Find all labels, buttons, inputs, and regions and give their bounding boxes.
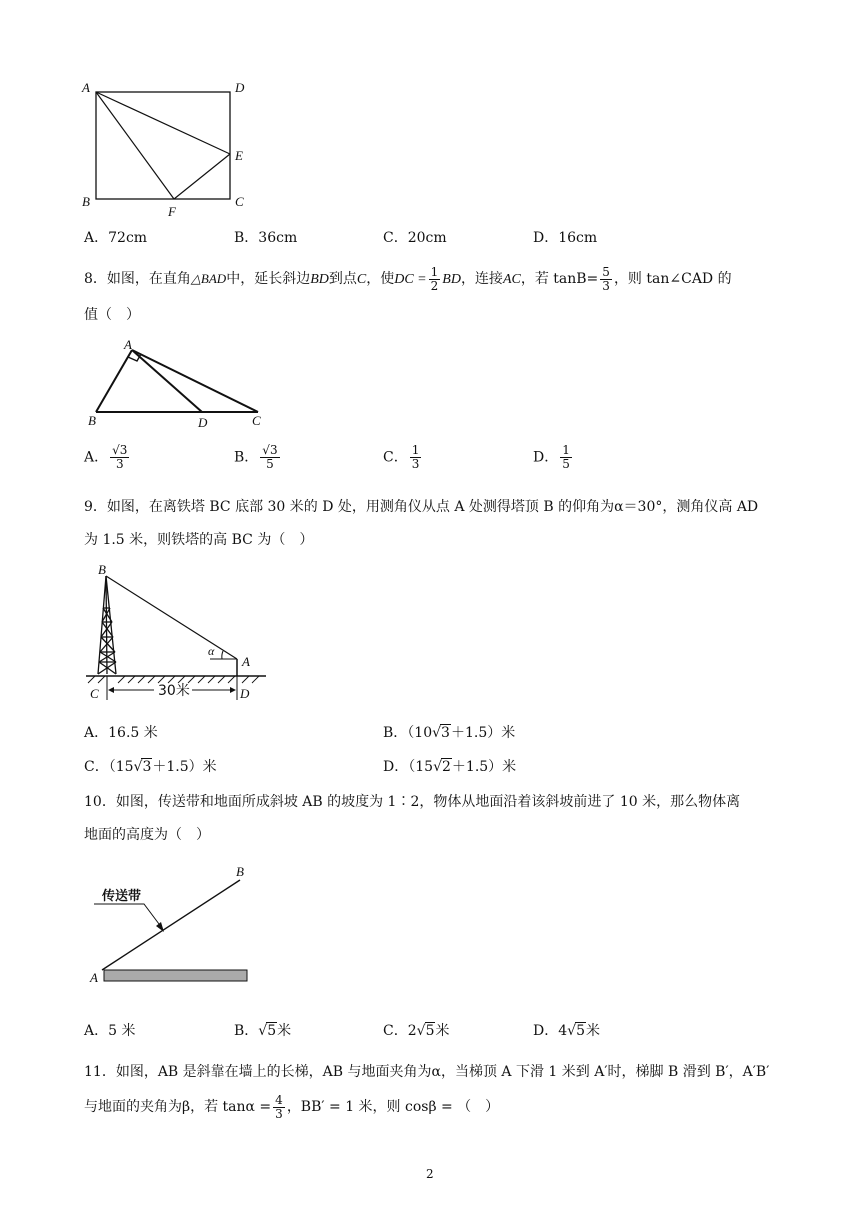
q7-label-c: C [235, 194, 244, 209]
q9-label-d: D [240, 686, 250, 701]
q8-label-d: D [198, 415, 208, 430]
q7-label-d: D [235, 80, 245, 95]
q7-option-a[interactable]: A．72cm [84, 230, 148, 246]
q10-option-c[interactable]: C．2√5米 [383, 1023, 450, 1039]
q7-label-f: F [168, 204, 176, 219]
q10-stem-line2: 地面的高度为（ ） [84, 827, 210, 843]
q11-stem-line1: 11．如图，AB 是斜靠在墙上的长梯，AB 与地面夹角为α，当梯顶 A 下滑 1 米到 A′时，梯脚 B 滑到 B′，A′B′ [84, 1064, 770, 1080]
q9-label-dist: 30米 [158, 683, 190, 699]
q8-option-b[interactable]: B． $\frac{√3}{5}$ [234, 443, 278, 471]
q9-label-alpha: α [208, 644, 215, 658]
q8-option-c[interactable]: C． $\frac{1}{3}$ [383, 443, 420, 471]
q10-option-d[interactable]: D．4√5米 [533, 1023, 600, 1039]
q8-figure [82, 336, 272, 431]
q11-stem-line2: 与地面的夹角为β，若 tanα = $\frac{4}{3}$ ，BB′ = 1 米，则 cosβ = （ ） [84, 1092, 500, 1121]
q7-option-c[interactable]: C．20cm [383, 230, 447, 246]
q9-label-a: A [242, 654, 250, 669]
q9-label-b: B [98, 562, 106, 577]
q9-option-d[interactable]: D．（15√2＋1.5）米 [383, 759, 517, 775]
q10-label-a: A [90, 970, 98, 985]
q7-option-d[interactable]: D．16cm [533, 230, 598, 246]
q10-label-belt: 传送带 [102, 889, 142, 904]
q10-option-b[interactable]: B．√5米 [234, 1023, 292, 1039]
q7-label-e: E [235, 148, 243, 163]
q9-stem-line1: 9．如图，在离铁塔 BC 底部 30 米的 D 处，用测角仪从点 A 处测得塔顶 B 的仰角为α＝30°，测角仪高 AD [84, 499, 759, 515]
q11-frac-tan: $\frac{4}{3}$ [275, 1092, 283, 1121]
q10-figure [82, 860, 272, 990]
q7-figure [78, 78, 258, 220]
q7-label-a: A [82, 80, 90, 95]
q7-label-b: B [82, 194, 90, 209]
q9-label-c: C [90, 686, 99, 701]
q9-figure [82, 562, 272, 704]
q8-stem-line1: 8．如图，在直角△BAD中，延长斜边BD到点C，使DC = $\frac{1}{2}$ BD，连接AC，若 tanB= $\frac{5}{3}$ ，则 tan∠CAD 的 [84, 264, 732, 293]
q8-frac-half: $\frac{1}{2}$ [430, 264, 439, 293]
q7-option-b[interactable]: B．36cm [234, 230, 298, 246]
q9-stem-line2: 为 1.5 米，则铁塔的高 BC 为（ ） [84, 532, 314, 548]
q10-stem-line1: 10．如图，传送带和地面所成斜坡 AB 的坡度为 1∶2，物体从地面沿着该斜坡前进了 10 米，那么物体离 [84, 794, 741, 810]
q8-label-a: A [124, 337, 132, 352]
q8-stem-line2: 值（ ） [84, 307, 140, 323]
q8-label-c: C [252, 413, 261, 428]
q8-label-b: B [88, 413, 96, 428]
q8-frac-tan: $\frac{5}{3}$ [602, 264, 610, 293]
q10-option-a[interactable]: A．5 米 [84, 1023, 136, 1039]
q9-option-b[interactable]: B．（10√3＋1.5）米 [383, 725, 516, 741]
q9-option-a[interactable]: A．16.5 米 [84, 725, 158, 741]
q9-option-c[interactable]: C．（15√3＋1.5）米 [84, 759, 217, 775]
q8-option-d[interactable]: D． $\frac{1}{5}$ [533, 443, 570, 471]
q10-label-b: B [236, 864, 244, 879]
page-number: 2 [426, 1167, 434, 1181]
q8-option-a[interactable]: A． $\frac{√3}{3}$ [84, 443, 128, 471]
